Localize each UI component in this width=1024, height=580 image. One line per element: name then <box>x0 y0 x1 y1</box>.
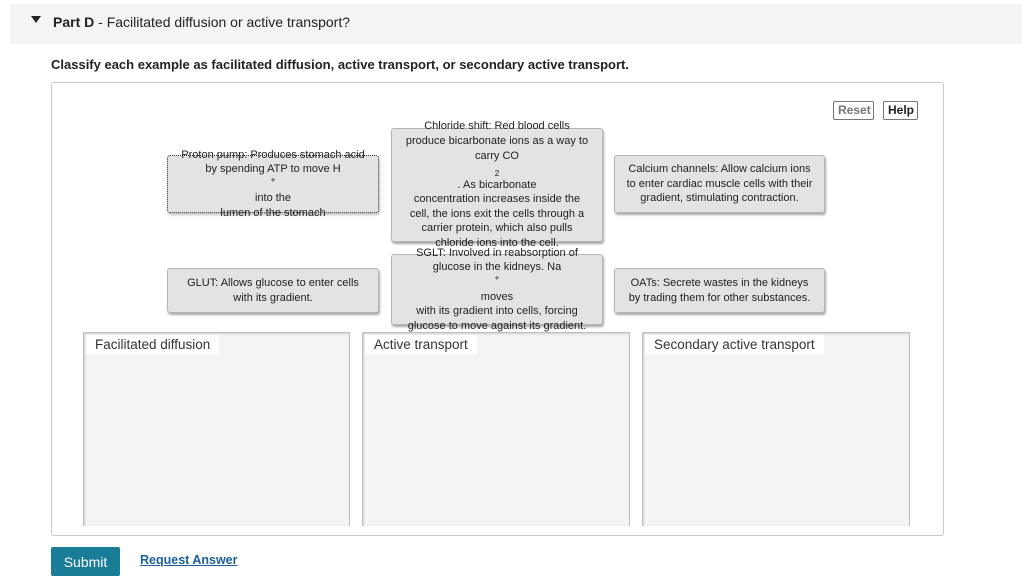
card-text-line <box>406 149 588 193</box>
card-text-line: with its gradient into cells, forcing <box>416 305 578 318</box>
superscript: + <box>494 273 500 283</box>
card-text-line: produce bicarbonate ions as a way to <box>405 134 589 147</box>
part-label: Part D <box>53 14 95 30</box>
card-text-line: GLUT: Allows glucose to enter cells <box>187 276 359 289</box>
card-chloride-shift[interactable] <box>391 120 603 250</box>
card-text-line: by trading them for other substances. <box>628 291 811 304</box>
submit-button[interactable]: Submit <box>51 547 120 576</box>
card-text-line: chloride ions into the cell. <box>435 237 559 250</box>
part-header[interactable] <box>10 4 1022 44</box>
card-text-line: OATs: Secrete wastes in the kidneys <box>630 276 809 289</box>
dropzone-label: Facilitated diffusion <box>86 335 219 354</box>
card-text-line: with its gradient. <box>233 291 313 304</box>
subscript: 2 <box>494 169 500 179</box>
card-text-line: glucose to move against its gradient. <box>407 319 587 332</box>
card-text: into the <box>254 192 292 205</box>
card-text-line: gradient, stimulating contraction. <box>640 192 799 205</box>
card-text-line: SGLT: Involved in reabsorption of <box>416 246 578 259</box>
card-text: glucose in the kidneys. Na <box>432 261 562 274</box>
card-calcium-channels[interactable] <box>614 155 825 213</box>
part-separator: - <box>94 14 107 30</box>
card-text-line: Calcium channels: Allow calcium ions <box>628 163 811 176</box>
card-text-line: cell, the ions exit the cells through a <box>409 207 585 220</box>
card-text-line: concentration increases inside the <box>413 193 581 206</box>
reset-button[interactable]: Reset <box>833 101 874 120</box>
card-text-line <box>181 162 364 206</box>
card-text-line: Proton pump: Produces stomach acid <box>181 148 365 161</box>
help-button[interactable]: Help <box>883 101 918 120</box>
part-title <box>53 14 350 30</box>
card-text: carry CO <box>474 149 519 162</box>
instruction-text: Classify each example as facilitated diffusion, active transport, or secondary active transport. <box>51 57 629 72</box>
card-text-line: Chloride shift: Red blood cells <box>424 120 570 133</box>
part-title-text: Facilitated diffusion or active transport? <box>106 14 350 30</box>
card-glut[interactable] <box>167 268 379 313</box>
card-text-line: to enter cardiac muscle cells with their <box>626 177 813 190</box>
dropzone-facilitated-diffusion[interactable] <box>83 332 350 526</box>
dropzone-secondary-active-transport[interactable] <box>642 332 910 526</box>
request-answer-link[interactable]: Request Answer <box>140 553 238 567</box>
dropzone-label: Secondary active transport <box>645 335 824 354</box>
card-text: by spending ATP to move H <box>205 163 341 176</box>
card-text-line: lumen of the stomach <box>220 206 326 219</box>
dropzone-label: Active transport <box>365 335 477 354</box>
card-text-line: carrier protein, which also pulls <box>421 222 573 235</box>
card-text: . As bicarbonate <box>457 178 537 191</box>
card-sglt[interactable] <box>391 246 603 332</box>
card-text-line <box>408 260 587 304</box>
card-proton-pump[interactable] <box>167 148 379 219</box>
superscript: + <box>270 175 276 185</box>
collapse-caret-icon[interactable] <box>31 16 41 23</box>
card-oats[interactable] <box>614 268 825 313</box>
dropzone-active-transport[interactable] <box>362 332 630 526</box>
card-text: moves <box>480 290 514 303</box>
